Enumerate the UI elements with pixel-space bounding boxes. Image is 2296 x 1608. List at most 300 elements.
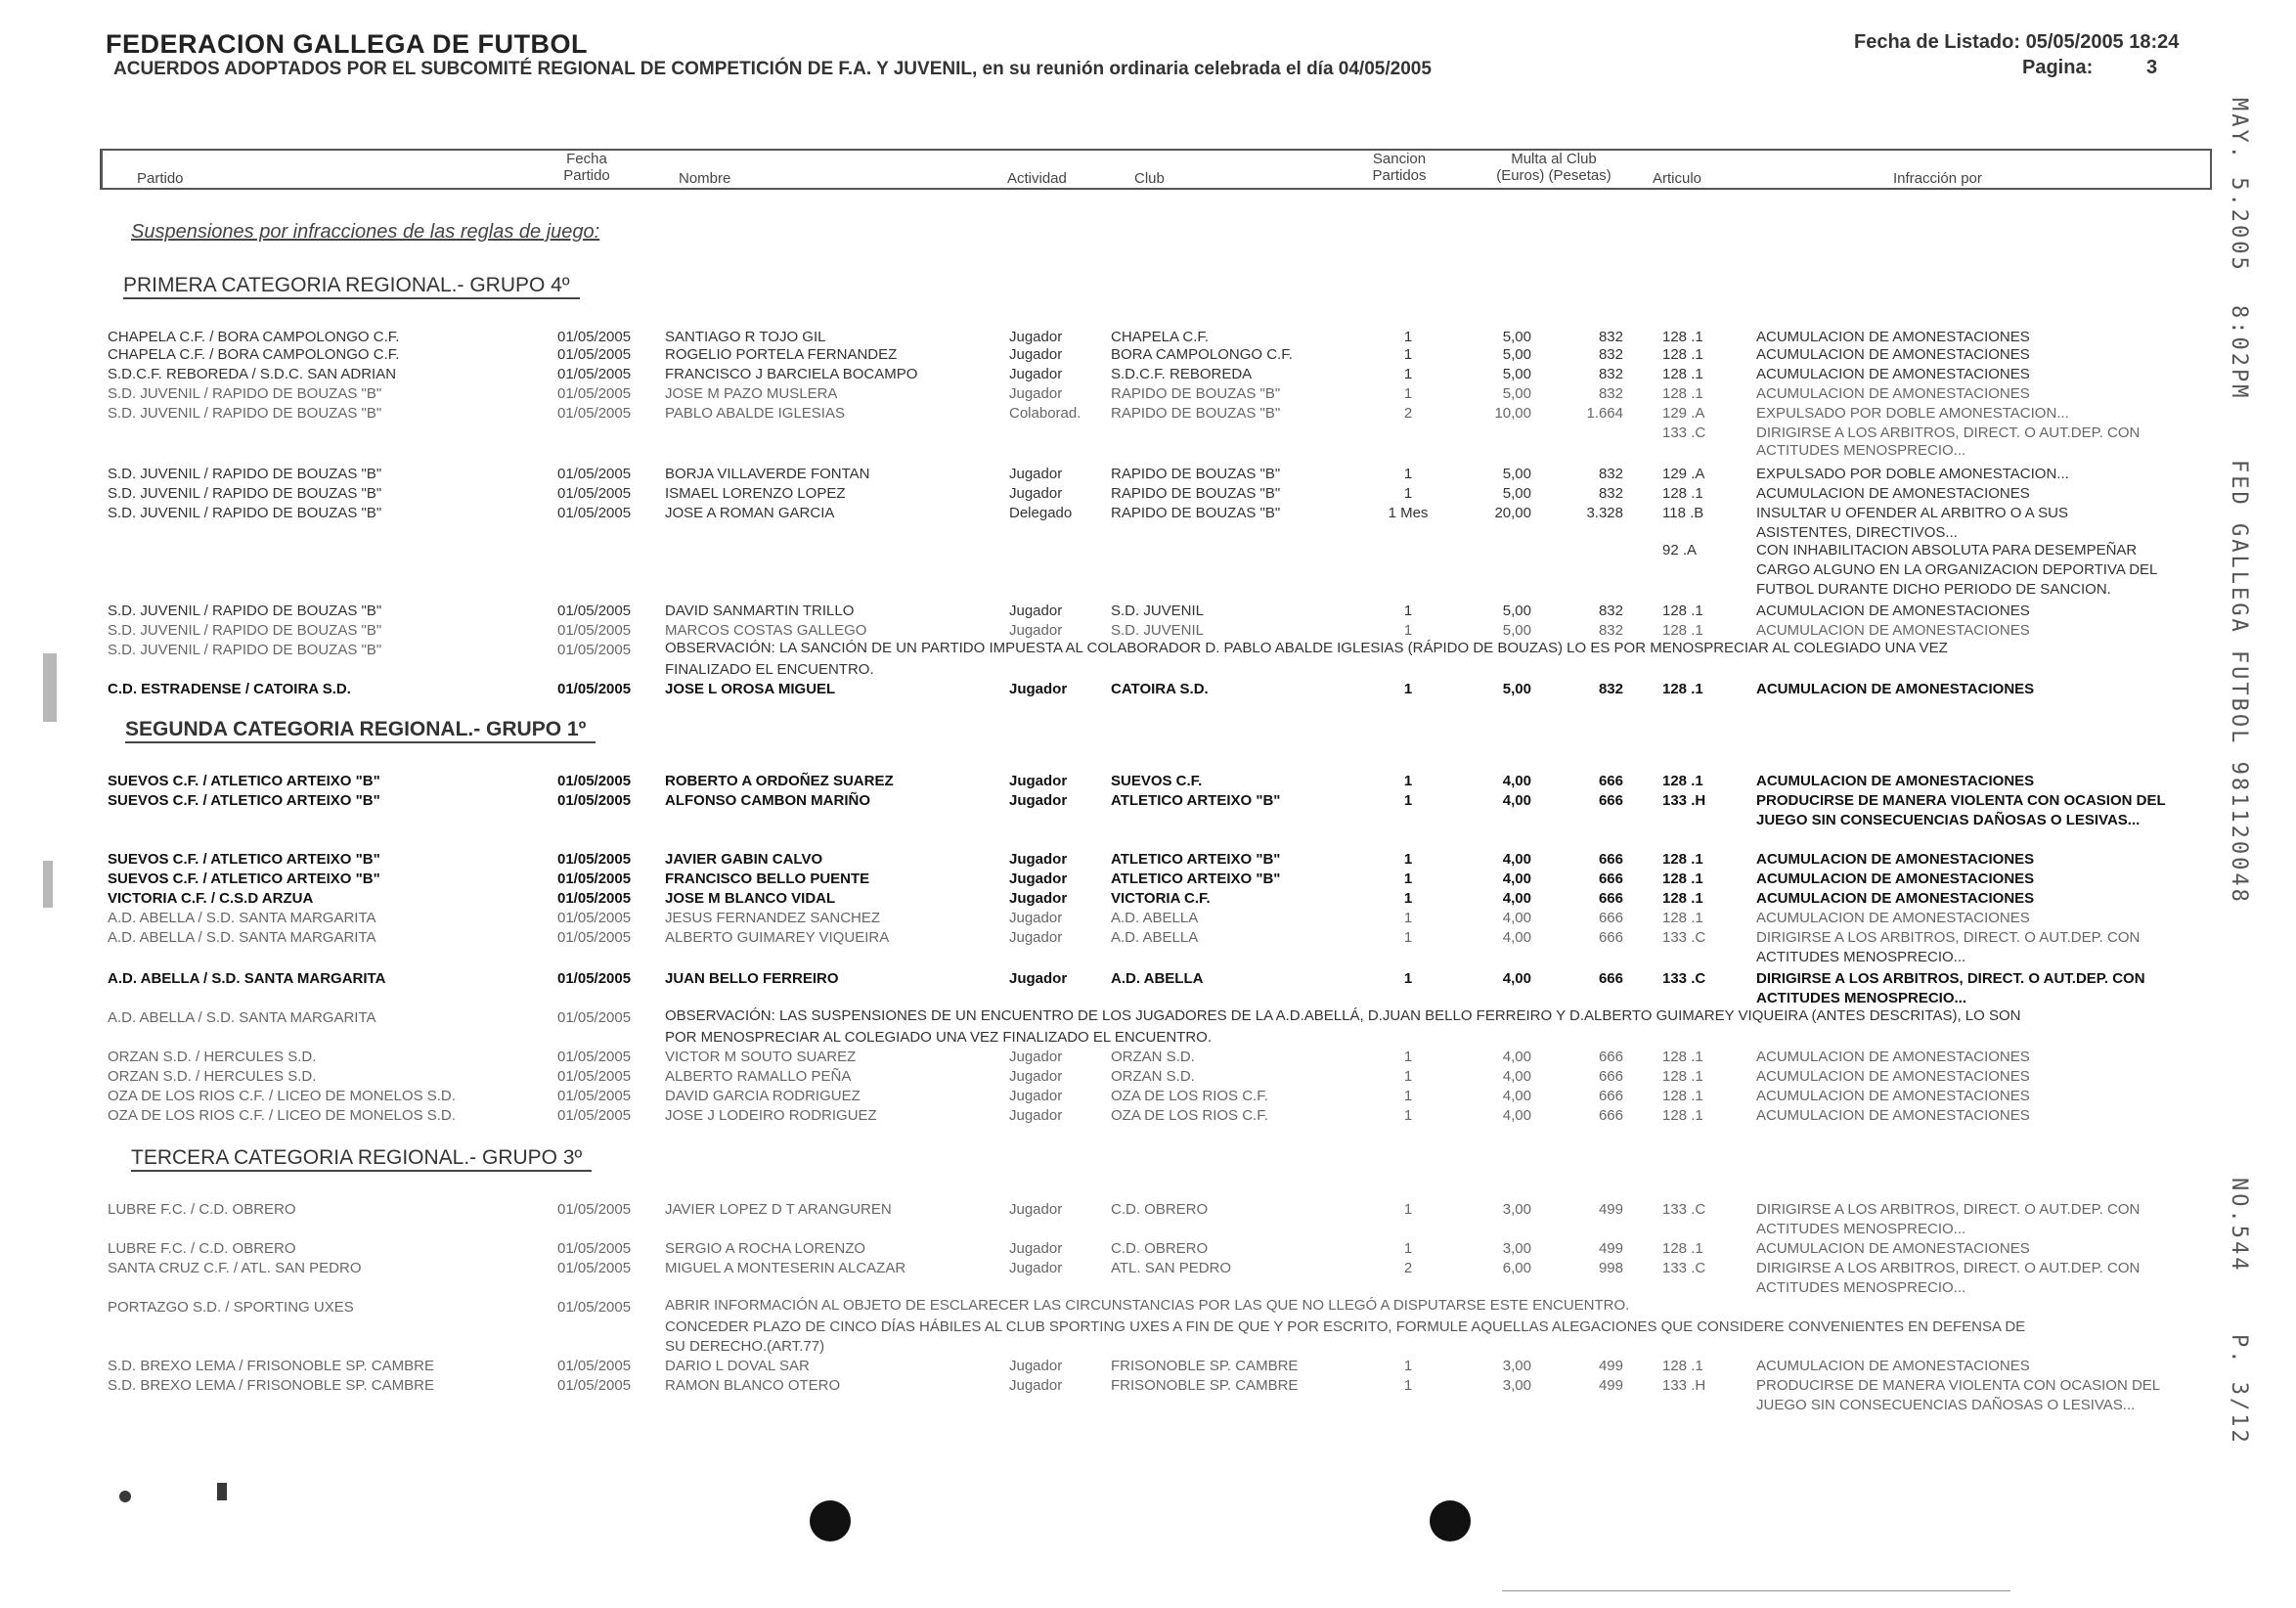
fax-time: 8:02PM	[2227, 305, 2251, 401]
cell-club: ATLETICO ARTEIXO "B"	[1111, 851, 1281, 868]
cell-fecha: 01/05/2005	[557, 346, 632, 363]
cell-club: ATL. SAN PEDRO	[1111, 1260, 1232, 1276]
table-row	[0, 346, 2296, 366]
cell-partido: SANTA CRUZ C.F. / ATL. SAN PEDRO	[108, 1260, 362, 1276]
section-title: Suspensiones por infracciones de las reglas de juego:	[131, 221, 600, 243]
cell-euros: 6,00	[1502, 1260, 1531, 1276]
cell-articulo: 128 .1	[1662, 910, 1703, 926]
table-row	[0, 949, 2296, 968]
cell-pesetas: 666	[1598, 1107, 1623, 1124]
cell-pesetas: 666	[1598, 1088, 1623, 1104]
group-heading-primera: PRIMERA CATEGORIA REGIONAL.- GRUPO 4º	[123, 274, 580, 299]
cell-nombre: DAVID GARCIA RODRIGUEZ	[665, 1088, 861, 1104]
cell-infraccion: EXPULSADO POR DOBLE AMONESTACION...	[1756, 466, 2069, 482]
cell-actividad: Jugador	[1009, 1068, 1063, 1085]
cell-partido: S.D. JUVENIL / RAPIDO DE BOUZAS "B"	[108, 505, 382, 521]
cell-pesetas: 666	[1598, 1049, 1623, 1065]
cell-club: C.D. OBRERO	[1111, 1201, 1209, 1218]
cell-partido: ORZAN S.D. / HERCULES S.D.	[108, 1049, 317, 1065]
cell-partido: A.D. ABELLA / S.D. SANTA MARGARITA	[108, 929, 376, 946]
col-fecha: Fecha Partido	[563, 151, 610, 184]
cell-articulo: 128 .1	[1662, 1049, 1703, 1065]
cell-pesetas: 666	[1598, 910, 1623, 926]
cell-fecha: 01/05/2005	[557, 970, 632, 987]
table-row	[0, 1201, 2296, 1221]
cell-sancion: 2	[1403, 405, 1413, 422]
document-title: FEDERACION GALLEGA DE FUTBOL	[106, 29, 588, 59]
cell-infraccion: ACUMULACION DE AMONESTACIONES	[1756, 910, 2030, 926]
cell-partido: S.D. BREXO LEMA / FRISONOBLE SP. CAMBRE	[108, 1377, 434, 1394]
cell-euros: 4,00	[1502, 1049, 1531, 1065]
cell-actividad: Jugador	[1009, 329, 1063, 345]
cell-nombre: ROBERTO A ORDOÑEZ SUAREZ	[665, 773, 894, 789]
cell-sancion: 1	[1403, 890, 1413, 907]
table-row	[0, 581, 2296, 601]
cell-actividad: Jugador	[1009, 366, 1063, 382]
cell-euros: 5,00	[1502, 385, 1531, 402]
table-row	[0, 1260, 2296, 1279]
cell-articulo: 128 .1	[1662, 890, 1703, 907]
cell-articulo: 128 .1	[1662, 1358, 1703, 1374]
table-row	[0, 1377, 2296, 1397]
table-row	[0, 773, 2296, 792]
col-actividad: Actividad	[1007, 170, 1067, 187]
cell-fecha: 01/05/2005	[557, 1088, 632, 1104]
cell-sancion: 1	[1403, 681, 1413, 697]
cell-infraccion: ACUMULACION DE AMONESTACIONES	[1756, 346, 2030, 363]
cell-fecha: 01/05/2005	[557, 485, 632, 502]
cell-club: FRISONOBLE SP. CAMBRE	[1111, 1377, 1299, 1394]
group-heading-tercera: TERCERA CATEGORIA REGIONAL.- GRUPO 3º	[131, 1146, 592, 1172]
cell-partido: OZA DE LOS RIOS C.F. / LICEO DE MONELOS S.D.	[108, 1088, 456, 1104]
cell-nombre: JESUS FERNANDEZ SANCHEZ	[665, 910, 881, 926]
cell-pesetas: 499	[1598, 1240, 1623, 1257]
page-number: 3	[2146, 57, 2158, 78]
cell-club: RAPIDO DE BOUZAS "B"	[1111, 385, 1281, 402]
cell-articulo: 128 .1	[1662, 681, 1703, 697]
fax-number: NO.544	[2227, 1178, 2251, 1273]
cell-sancion: 2	[1403, 1260, 1413, 1276]
table-row	[0, 1049, 2296, 1068]
cell-actividad: Jugador	[1009, 970, 1068, 987]
cell-euros: 5,00	[1502, 466, 1531, 482]
table-row	[0, 1107, 2296, 1127]
cell-pesetas: 832	[1598, 485, 1623, 502]
cell-fecha: 01/05/2005	[557, 405, 632, 422]
cell-sancion: 1	[1403, 1049, 1413, 1065]
cell-partido: SUEVOS C.F. / ATLETICO ARTEIXO "B"	[108, 871, 380, 887]
cell-euros: 4,00	[1502, 890, 1531, 907]
cell-pesetas: 832	[1598, 466, 1623, 482]
cell-sancion: 1	[1403, 1068, 1413, 1085]
cell-infraccion: ACTITUDES MENOSPRECIO...	[1756, 990, 1967, 1006]
cell-pesetas: 499	[1598, 1201, 1623, 1218]
cell-pesetas: 832	[1598, 622, 1623, 639]
table-row	[0, 890, 2296, 910]
cell-fecha: 01/05/2005	[557, 1009, 632, 1026]
cell-partido: C.D. ESTRADENSE / CATOIRA S.D.	[108, 681, 351, 697]
cell-fecha: 01/05/2005	[557, 1377, 632, 1394]
table-row	[0, 366, 2296, 385]
cell-sancion: 1	[1403, 329, 1413, 345]
cell-articulo: 129 .A	[1662, 405, 1705, 422]
cell-pesetas: 499	[1598, 1377, 1623, 1394]
cell-actividad: Jugador	[1009, 890, 1068, 907]
cell-fecha: 01/05/2005	[557, 642, 632, 658]
cell-infraccion: ACUMULACION DE AMONESTACIONES	[1756, 890, 2035, 907]
cell-articulo: 128 .1	[1662, 385, 1703, 402]
cell-articulo: 128 .1	[1662, 871, 1703, 887]
cell-infraccion: ACUMULACION DE AMONESTACIONES	[1756, 871, 2035, 887]
cell-nombre: JOSE M PAZO MUSLERA	[665, 385, 838, 402]
cell-euros: 5,00	[1502, 366, 1531, 382]
cell-pesetas: 832	[1598, 366, 1623, 382]
fax-sender: FED GALLEGA FUTBOL 981120048	[2227, 460, 2251, 905]
cell-pesetas: 832	[1598, 329, 1623, 345]
cell-club: OZA DE LOS RIOS C.F.	[1111, 1107, 1268, 1124]
cell-club: ATLETICO ARTEIXO "B"	[1111, 792, 1281, 809]
cell-club: A.D. ABELLA	[1111, 970, 1204, 987]
cell-infraccion: ACTITUDES MENOSPRECIO...	[1756, 442, 1966, 459]
cell-partido: VICTORIA C.F. / C.S.D ARZUA	[108, 890, 314, 907]
cell-articulo: 128 .1	[1662, 1088, 1703, 1104]
cell-euros: 3,00	[1502, 1358, 1531, 1374]
cell-nombre: ROGELIO PORTELA FERNANDEZ	[665, 346, 898, 363]
footer-line	[1502, 1590, 2010, 1591]
cell-pesetas: 666	[1598, 792, 1623, 809]
cell-sancion: 1	[1403, 1240, 1413, 1257]
cell-articulo: 129 .A	[1662, 466, 1705, 482]
cell-nombre: SANTIAGO R TOJO GIL	[665, 329, 826, 345]
cell-fecha: 01/05/2005	[557, 329, 632, 345]
cell-nombre: ALBERTO RAMALLO PEÑA	[665, 1068, 852, 1085]
cell-nombre: JOSE M BLANCO VIDAL	[665, 890, 836, 907]
cell-sancion: 1	[1403, 1107, 1413, 1124]
cell-infraccion: ACUMULACION DE AMONESTACIONES	[1756, 1068, 2030, 1085]
cell-club: SUEVOS C.F.	[1111, 773, 1203, 789]
cell-actividad: Jugador	[1009, 792, 1068, 809]
cell-actividad: Jugador	[1009, 346, 1063, 363]
cell-fecha: 01/05/2005	[557, 1299, 632, 1316]
table-row	[0, 561, 2296, 581]
cell-euros: 4,00	[1502, 1088, 1531, 1104]
cell-partido: S.D. JUVENIL / RAPIDO DE BOUZAS "B"	[108, 622, 382, 639]
col-articulo: Articulo	[1653, 170, 1702, 187]
cell-articulo: 128 .1	[1662, 1068, 1703, 1085]
table-row	[0, 329, 2296, 348]
cell-actividad: Jugador	[1009, 929, 1063, 946]
cell-nombre: DAVID SANMARTIN TRILLO	[665, 603, 855, 619]
page-label: Pagina:	[2022, 57, 2094, 78]
cell-club: BORA CAMPOLONGO C.F.	[1111, 346, 1293, 363]
col-nombre: Nombre	[679, 170, 731, 187]
cell-euros: 4,00	[1502, 1068, 1531, 1085]
cell-nombre: JUAN BELLO FERREIRO	[665, 970, 839, 987]
cell-sancion: 1	[1403, 929, 1413, 946]
cell-nombre: JOSE J LODEIRO RODRIGUEZ	[665, 1107, 877, 1124]
cell-partido: OZA DE LOS RIOS C.F. / LICEO DE MONELOS S.D.	[108, 1107, 456, 1124]
cell-club: ATLETICO ARTEIXO "B"	[1111, 871, 1281, 887]
col-multa: Multa al Club (Euros) (Pesetas)	[1496, 151, 1612, 184]
observation-note: OBSERVACIÓN: LAS SUSPENSIONES DE UN ENCUENTRO DE LOS JUGADORES DE LA A.D.ABELLÁ, D.JUAN BELLO FERREIRO Y D.ALBERTO GUIMAREY VIQUEIRA (ANTES DESCRITAS), LO SON	[665, 1007, 2021, 1024]
fax-page: P. 3/12	[2227, 1334, 2251, 1446]
table-row	[0, 792, 2296, 812]
cell-articulo: 128 .1	[1662, 329, 1703, 345]
cell-articulo: 128 .1	[1662, 622, 1703, 639]
cell-nombre: MARCOS COSTAS GALLEGO	[665, 622, 867, 639]
cell-nombre: MIGUEL A MONTESERIN ALCAZAR	[665, 1260, 906, 1276]
cell-euros: 4,00	[1502, 970, 1531, 987]
cell-articulo: 133 .C	[1662, 1260, 1706, 1276]
cell-nombre: ALFONSO CAMBON MARIÑO	[665, 792, 870, 809]
table-row	[0, 871, 2296, 890]
scan-smudge	[119, 1491, 131, 1502]
cell-partido: A.D. ABELLA / S.D. SANTA MARGARITA	[108, 970, 386, 987]
cell-club: ORZAN S.D.	[1111, 1068, 1195, 1085]
cell-euros: 4,00	[1502, 871, 1531, 887]
cell-club: A.D. ABELLA	[1111, 910, 1199, 926]
cell-infraccion: ACUMULACION DE AMONESTACIONES	[1756, 366, 2030, 382]
table-row	[0, 424, 2296, 444]
cell-infraccion: EXPULSADO POR DOBLE AMONESTACION...	[1756, 405, 2069, 422]
cell-infraccion: DIRIGIRSE A LOS ARBITROS, DIRECT. O AUT.DEP. CON	[1756, 1201, 2141, 1218]
cell-nombre: BORJA VILLAVERDE FONTAN	[665, 466, 870, 482]
cell-nombre: SERGIO A ROCHA LORENZO	[665, 1240, 866, 1257]
cell-partido: S.D. JUVENIL / RAPIDO DE BOUZAS "B"	[108, 385, 382, 402]
cell-actividad: Jugador	[1009, 910, 1063, 926]
cell-club: CATOIRA S.D.	[1111, 681, 1209, 697]
cell-euros: 20,00	[1494, 505, 1531, 521]
cell-articulo: 133 .C	[1662, 970, 1706, 987]
table-row	[0, 1397, 2296, 1416]
cell-actividad: Jugador	[1009, 466, 1063, 482]
table-row	[0, 1068, 2296, 1088]
table-row	[0, 1279, 2296, 1299]
observation-note: OBSERVACIÓN: LA SANCIÓN DE UN PARTIDO IMPUESTA AL COLABORADOR D. PABLO ABALDE IGLESIAS (RÁPIDO DE BOUZAS) LO ES POR MENOSPRECIAR AL COLEGIADO UNA VEZ	[665, 640, 1948, 656]
cell-infraccion: ACUMULACION DE AMONESTACIONES	[1756, 851, 2035, 868]
cell-fecha: 01/05/2005	[557, 1358, 632, 1374]
cell-sancion: 1	[1403, 385, 1413, 402]
cell-infraccion: JUEGO SIN CONSECUENCIAS DAÑOSAS O LESIVAS...	[1756, 1397, 2136, 1413]
cell-fecha: 01/05/2005	[557, 1260, 632, 1276]
cell-infraccion: ACTITUDES MENOSPRECIO...	[1756, 949, 1966, 965]
cell-club: RAPIDO DE BOUZAS "B"	[1111, 405, 1281, 422]
cell-fecha: 01/05/2005	[557, 603, 632, 619]
cell-sancion: 1	[1403, 622, 1413, 639]
cell-actividad: Jugador	[1009, 1049, 1063, 1065]
cell-actividad: Jugador	[1009, 773, 1068, 789]
cell-actividad: Jugador	[1009, 603, 1063, 619]
cell-actividad: Jugador	[1009, 1377, 1063, 1394]
cell-partido: SUEVOS C.F. / ATLETICO ARTEIXO "B"	[108, 792, 380, 809]
observation-note: FINALIZADO EL ENCUENTRO.	[665, 661, 874, 678]
table-row	[0, 542, 2296, 561]
cell-sancion: 1	[1403, 346, 1413, 363]
cell-articulo: 128 .1	[1662, 485, 1703, 502]
cell-articulo: 92 .A	[1662, 542, 1698, 558]
cell-infraccion: ACTITUDES MENOSPRECIO...	[1756, 1279, 1966, 1296]
cell-infraccion: JUEGO SIN CONSECUENCIAS DAÑOSAS O LESIVAS...	[1756, 812, 2141, 828]
cell-nombre: FRANCISCO BELLO PUENTE	[665, 871, 870, 887]
cell-articulo: 133 .C	[1662, 1201, 1706, 1218]
cell-articulo: 128 .1	[1662, 1107, 1703, 1124]
cell-club: ORZAN S.D.	[1111, 1049, 1195, 1065]
cell-club: C.D. OBRERO	[1111, 1240, 1209, 1257]
cell-euros: 5,00	[1502, 329, 1531, 345]
cell-nombre: DARIO L DOVAL SAR	[665, 1358, 810, 1374]
cell-nombre: PABLO ABALDE IGLESIAS	[665, 405, 845, 422]
table-row	[0, 1358, 2296, 1377]
cell-euros: 4,00	[1502, 851, 1531, 868]
cell-club: RAPIDO DE BOUZAS "B"	[1111, 466, 1281, 482]
cell-articulo: 128 .1	[1662, 346, 1703, 363]
table-row	[0, 929, 2296, 949]
cell-fecha: 01/05/2005	[557, 792, 632, 809]
resolution-note: SU DERECHO.(ART.77)	[665, 1338, 825, 1355]
cell-partido: S.D. JUVENIL / RAPIDO DE BOUZAS "B"	[108, 603, 382, 619]
cell-articulo: 128 .1	[1662, 1240, 1703, 1257]
cell-articulo: 133 .C	[1662, 929, 1706, 946]
table-row	[0, 990, 2296, 1009]
cell-euros: 5,00	[1502, 346, 1531, 363]
cell-pesetas: 998	[1598, 1260, 1623, 1276]
cell-infraccion: ACUMULACION DE AMONESTACIONES	[1756, 1049, 2030, 1065]
cell-euros: 5,00	[1502, 681, 1531, 697]
cell-fecha: 01/05/2005	[557, 929, 632, 946]
cell-articulo: 118 .B	[1662, 505, 1704, 521]
resolution-note: ABRIR INFORMACIÓN AL OBJETO DE ESCLARECER LAS CIRCUNSTANCIAS POR LAS QUE NO LLEGÓ A DISPUTARSE ESTE ENCUENTRO.	[665, 1297, 1630, 1314]
cell-actividad: Jugador	[1009, 485, 1063, 502]
cell-infraccion: INSULTAR U OFENDER AL ARBITRO O A SUS	[1756, 505, 2068, 521]
cell-infraccion: CARGO ALGUNO EN LA ORGANIZACION DEPORTIVA DEL	[1756, 561, 2158, 578]
scan-smudge	[43, 653, 57, 722]
table-row	[0, 442, 2296, 462]
cell-euros: 4,00	[1502, 910, 1531, 926]
cell-pesetas: 832	[1598, 346, 1623, 363]
listing-date: Fecha de Listado: 05/05/2005 18:24	[1854, 31, 2180, 53]
cell-fecha: 01/05/2005	[557, 466, 632, 482]
cell-sancion: 1	[1403, 910, 1413, 926]
cell-partido: PORTAZGO S.D. / SPORTING UXES	[108, 1299, 354, 1316]
cell-club: FRISONOBLE SP. CAMBRE	[1111, 1358, 1299, 1374]
cell-actividad: Jugador	[1009, 1201, 1063, 1218]
cell-euros: 4,00	[1502, 1107, 1531, 1124]
cell-club: CHAPELA C.F.	[1111, 329, 1210, 345]
cell-articulo: 133 .H	[1662, 792, 1706, 809]
cell-pesetas: 666	[1598, 1068, 1623, 1085]
cell-nombre: JAVIER LOPEZ D T ARANGUREN	[665, 1201, 892, 1218]
cell-club: S.D.C.F. REBOREDA	[1111, 366, 1253, 382]
cell-actividad: Jugador	[1009, 622, 1063, 639]
cell-nombre: JOSE A ROMAN GARCIA	[665, 505, 835, 521]
cell-infraccion: ACUMULACION DE AMONESTACIONES	[1756, 603, 2030, 619]
cell-infraccion: ACUMULACION DE AMONESTACIONES	[1756, 1107, 2030, 1124]
cell-infraccion: ACUMULACION DE AMONESTACIONES	[1756, 1088, 2030, 1104]
table-row	[0, 405, 2296, 424]
cell-euros: 4,00	[1502, 773, 1531, 789]
cell-infraccion: ACUMULACION DE AMONESTACIONES	[1756, 329, 2030, 345]
cell-actividad: Jugador	[1009, 385, 1063, 402]
cell-actividad: Colaborad.	[1009, 405, 1082, 422]
cell-euros: 10,00	[1494, 405, 1531, 422]
cell-partido: LUBRE F.C. / C.D. OBRERO	[108, 1240, 296, 1257]
cell-sancion: 1	[1403, 792, 1413, 809]
cell-infraccion: DIRIGIRSE A LOS ARBITROS, DIRECT. O AUT.DEP. CON	[1756, 424, 2141, 441]
fax-date: MAY. 5.2005	[2227, 98, 2251, 273]
cell-euros: 4,00	[1502, 929, 1531, 946]
cell-club: RAPIDO DE BOUZAS "B"	[1111, 485, 1281, 502]
cell-euros: 5,00	[1502, 603, 1531, 619]
cell-infraccion: ACUMULACION DE AMONESTACIONES	[1756, 485, 2030, 502]
cell-euros: 5,00	[1502, 622, 1531, 639]
cell-pesetas: 832	[1598, 385, 1623, 402]
cell-partido: ORZAN S.D. / HERCULES S.D.	[108, 1068, 317, 1085]
col-partido: Partido	[137, 170, 184, 187]
table-row	[0, 622, 2296, 642]
table-row	[0, 970, 2296, 990]
cell-fecha: 01/05/2005	[557, 1107, 632, 1124]
cell-sancion: 1	[1403, 1358, 1413, 1374]
cell-partido: CHAPELA C.F. / BORA CAMPOLONGO C.F.	[108, 346, 400, 363]
col-infraccion: Infracción por	[1893, 170, 1982, 187]
cell-partido: SUEVOS C.F. / ATLETICO ARTEIXO "B"	[108, 851, 380, 868]
cell-fecha: 01/05/2005	[557, 385, 632, 402]
document-subtitle: ACUERDOS ADOPTADOS POR EL SUBCOMITÉ REGIONAL DE COMPETICIÓN DE F.A. Y JUVENIL, en su reunión ordinaria celebrada el día 04/05/2005	[113, 59, 1432, 79]
cell-fecha: 01/05/2005	[557, 622, 632, 639]
cell-partido: S.D. BREXO LEMA / FRISONOBLE SP. CAMBRE	[108, 1358, 434, 1374]
cell-nombre: RAMON BLANCO OTERO	[665, 1377, 841, 1394]
table-row	[0, 505, 2296, 524]
table-row	[0, 466, 2296, 485]
cell-partido: SUEVOS C.F. / ATLETICO ARTEIXO "B"	[108, 773, 380, 789]
cell-infraccion: DIRIGIRSE A LOS ARBITROS, DIRECT. O AUT.DEP. CON	[1756, 970, 2145, 987]
cell-fecha: 01/05/2005	[557, 1240, 632, 1257]
table-row	[0, 603, 2296, 622]
group-heading-segunda: SEGUNDA CATEGORIA REGIONAL.- GRUPO 1º	[125, 718, 596, 743]
cell-articulo: 133 .C	[1662, 424, 1706, 441]
cell-nombre: ISMAEL LORENZO LOPEZ	[665, 485, 846, 502]
cell-fecha: 01/05/2005	[557, 871, 632, 887]
cell-club: VICTORIA C.F.	[1111, 890, 1211, 907]
cell-actividad: Jugador	[1009, 1260, 1063, 1276]
cell-pesetas: 832	[1598, 681, 1623, 697]
cell-actividad: Jugador	[1009, 1240, 1063, 1257]
cell-infraccion: ACUMULACION DE AMONESTACIONES	[1756, 385, 2030, 402]
cell-infraccion: ACUMULACION DE AMONESTACIONES	[1756, 1240, 2030, 1257]
cell-nombre: JAVIER GABIN CALVO	[665, 851, 823, 868]
cell-euros: 5,00	[1502, 485, 1531, 502]
cell-sancion: 1	[1403, 603, 1413, 619]
cell-sancion: 1	[1403, 1201, 1413, 1218]
cell-infraccion: DIRIGIRSE A LOS ARBITROS, DIRECT. O AUT.DEP. CON	[1756, 1260, 2141, 1276]
cell-fecha: 01/05/2005	[557, 505, 632, 521]
cell-club: S.D. JUVENIL	[1111, 622, 1205, 639]
cell-actividad: Delegado	[1009, 505, 1073, 521]
cell-club: S.D. JUVENIL	[1111, 603, 1205, 619]
resolution-note: CONCEDER PLAZO DE CINCO DÍAS HÁBILES AL CLUB SPORTING UXES A FIN DE QUE Y POR ESCRITO, FORMULE AQUELLAS ALEGACIONES QUE CONSIDERE CONVENIENTES EN DEFENSA DE	[665, 1318, 2026, 1335]
cell-actividad: Jugador	[1009, 681, 1068, 697]
cell-euros: 3,00	[1502, 1377, 1531, 1394]
cell-infraccion: CON INHABILITACION ABSOLUTA PARA DESEMPEÑAR	[1756, 542, 2138, 558]
cell-partido: S.D. JUVENIL / RAPIDO DE BOUZAS "B"	[108, 466, 382, 482]
cell-pesetas: 3.328	[1586, 505, 1623, 521]
cell-infraccion: ACUMULACION DE AMONESTACIONES	[1756, 1358, 2030, 1374]
cell-infraccion: PRODUCIRSE DE MANERA VIOLENTA CON OCASION DEL	[1756, 792, 2166, 809]
cell-partido: A.D. ABELLA / S.D. SANTA MARGARITA	[108, 1009, 376, 1026]
cell-fecha: 01/05/2005	[557, 1049, 632, 1065]
cell-partido: S.D. JUVENIL / RAPIDO DE BOUZAS "B"	[108, 485, 382, 502]
cell-partido: LUBRE F.C. / C.D. OBRERO	[108, 1201, 296, 1218]
